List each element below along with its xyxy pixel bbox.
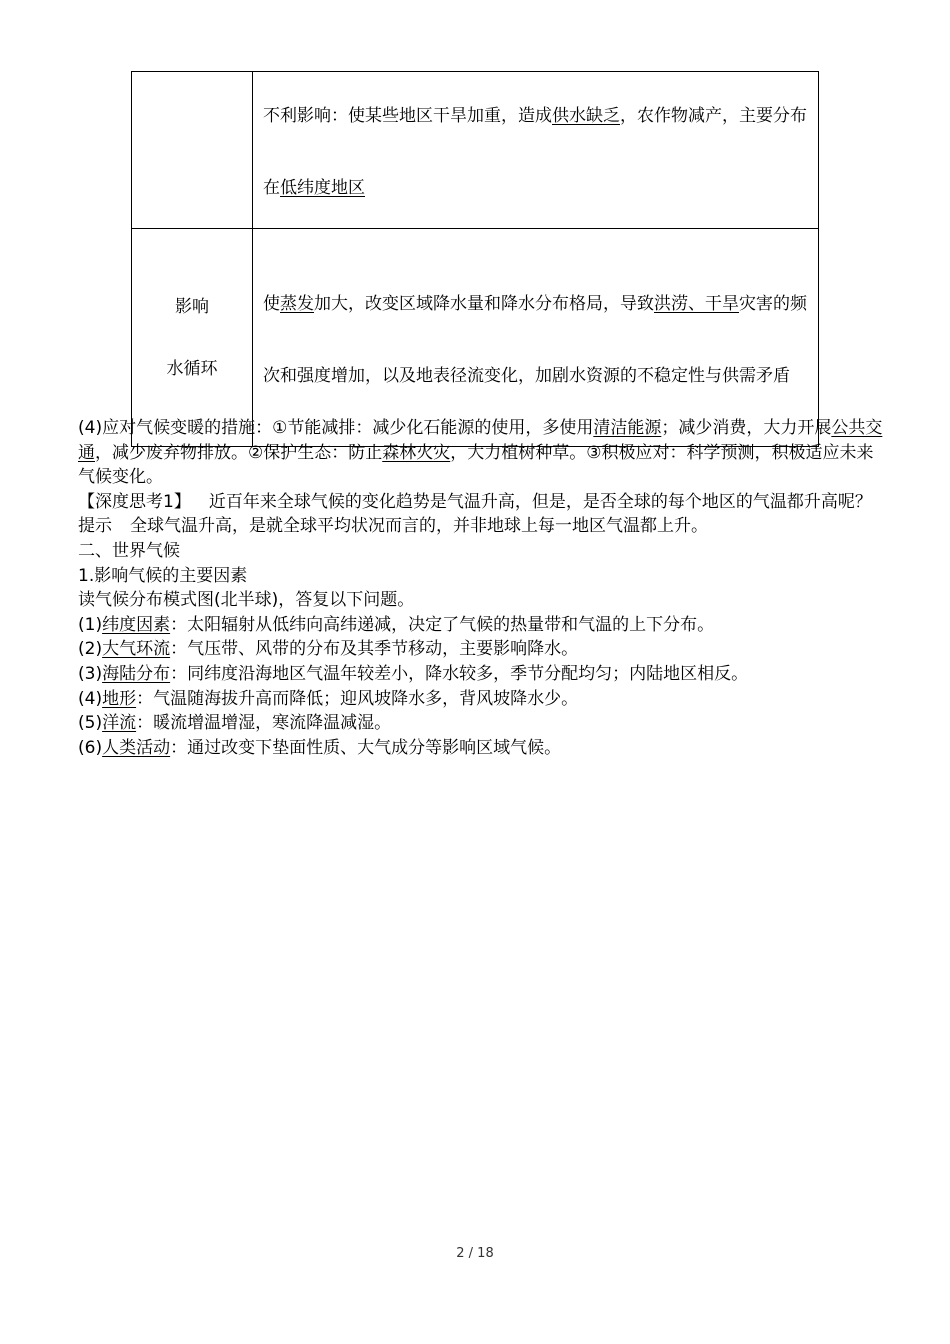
section-heading: 二、世界气候	[78, 540, 180, 561]
underlined-term: 公共交通	[78, 418, 883, 463]
hint-text: 全球气温升高，是就全球平均状况而言的，并非地球上每一地区气温都上升。	[130, 516, 708, 537]
underlined-term: 人类活动	[102, 737, 171, 758]
paragraph-hint	[78, 514, 886, 539]
category-line: 影响	[175, 296, 209, 317]
deep-thinking-label: 【深度思考1】	[78, 491, 191, 512]
list-item	[78, 711, 886, 736]
item-text: ：气压带、风带的分布及其季节移动，主要影响降水。	[170, 639, 579, 660]
item-text: ：通过改变下垫面性质、大气成分等影响区域气候。	[170, 737, 562, 758]
list-item	[78, 662, 886, 687]
text-run: ，农作物减产，主要分布在	[263, 106, 807, 198]
item-number: (4)	[78, 688, 103, 709]
paragraph-measures	[78, 416, 886, 490]
text-run: 灾害的频次和强度增加，以及地表径流变化，加剧水资源的不稳定性与供需矛盾	[263, 293, 807, 386]
table-cell-category	[132, 72, 253, 229]
item-number: (3)	[78, 663, 103, 684]
table-row	[132, 72, 819, 229]
text-run: 加大，改变区域降水量和降水分布格局，导致	[314, 293, 654, 314]
text-run: ，减少废弃物排放。②保护生态：防止	[95, 442, 383, 463]
list-item	[78, 736, 886, 761]
hint-label: 提示	[78, 516, 112, 537]
underlined-term: 地形	[102, 688, 137, 709]
item-number: (6)	[78, 737, 103, 758]
page-number: 2 / 18	[456, 1246, 494, 1261]
underlined-term: 供水缺乏	[552, 106, 620, 126]
document-body	[78, 416, 886, 760]
table-cell-category	[132, 229, 253, 447]
underlined-term: 海陆分布	[102, 663, 171, 684]
climate-impact-table	[131, 71, 819, 447]
subsection-heading: 1.影响气候的主要因素	[78, 565, 248, 586]
intro-paragraph: 读气候分布模式图(北半球)，答复以下问题。	[78, 590, 415, 611]
item-text: ：太阳辐射从低纬向高纬递减，决定了气候的热量带和气温的上下分布。	[170, 614, 715, 635]
list-item	[78, 687, 886, 712]
item-number: (5)	[78, 713, 103, 734]
text-run: (4)应对气候变暖的措施：①节能减排：减少化石能源的使用，多使用	[78, 418, 594, 438]
list-item	[78, 613, 886, 638]
underlined-term: 大气环流	[102, 639, 171, 660]
underlined-term: 纬度因素	[102, 614, 171, 635]
item-number: (2)	[78, 639, 103, 660]
list-item	[78, 637, 886, 662]
text-run: ，大力植树种草。③积极应对：科学预测，积极适应未来气候变化。	[78, 442, 874, 488]
underlined-term: 蒸发	[280, 293, 314, 314]
table-row	[132, 229, 819, 447]
underlined-term: 森林火灾	[382, 442, 451, 463]
deep-thinking-question: 近百年来全球气候的变化趋势是气温升高，但是，是否全球的每个地区的气温都升高呢？	[208, 491, 872, 512]
item-number: (1)	[78, 614, 103, 635]
text-run: 不利影响：使某些地区干旱加重，造成	[263, 106, 552, 126]
underlined-term: 低纬度地区	[280, 178, 365, 198]
text-run: ；减少消费，大力开展	[661, 418, 832, 438]
item-text: ：气温随海拔升高而降低；迎风坡降水多，背风坡降水少。	[136, 688, 579, 709]
text-run: 使	[263, 293, 280, 314]
underlined-term: 洪涝、干旱	[654, 293, 739, 314]
paragraph-deep-thinking	[78, 490, 886, 515]
item-text: ：同纬度沿海地区气温年较差小，降水较多，季节分配均匀；内陆地区相反。	[170, 663, 749, 684]
item-text: ：暖流增温增湿，寒流降温减湿。	[136, 713, 392, 734]
category-line: 水循环	[166, 358, 218, 379]
underlined-term: 清洁能源	[593, 418, 662, 438]
table-cell-description	[253, 72, 819, 229]
underlined-term: 洋流	[102, 713, 137, 734]
table-cell-description	[253, 229, 819, 447]
